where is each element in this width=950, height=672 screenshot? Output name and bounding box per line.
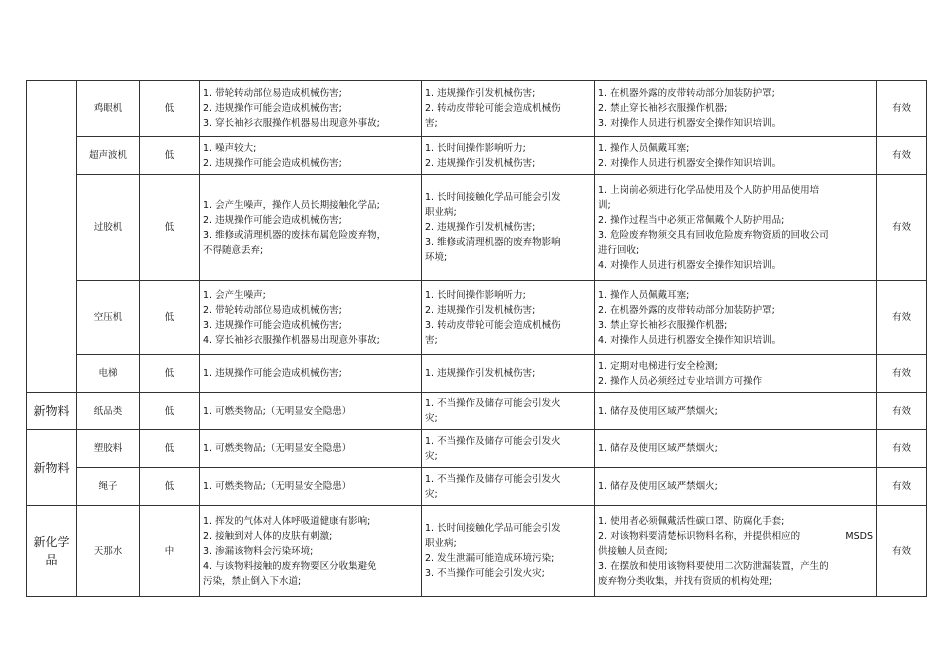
hazard-line: 1. 可燃类物品;（无明显安全隐患）	[203, 405, 352, 417]
control-cell	[595, 355, 877, 393]
hazard-line: 1. 带轮转动部位易造成机械伤害;	[203, 88, 342, 99]
risk-line: 1. 不当操作及储存可能会引发火	[425, 398, 561, 409]
risk-line: 2. 发生泄漏可能造成环境污染;	[425, 553, 555, 564]
table-row	[27, 506, 927, 597]
hazard-line: 1. 会产生噪声;	[203, 289, 266, 301]
risk-line: 1. 违规操作引发机械伤害;	[425, 88, 536, 99]
item-cell: 纸品类	[77, 393, 140, 430]
risk-line: 1. 长时间接触化学品可能会引发	[425, 523, 561, 534]
status-cell: 有效	[877, 468, 927, 506]
hazard-cell	[200, 506, 422, 597]
risk-cell	[422, 468, 595, 506]
risk-level-cell: 低	[140, 281, 200, 355]
hazard-cell	[200, 430, 422, 468]
msds-label: MSDS	[845, 530, 873, 542]
control-line: 1. 使用者必须佩戴活性碳口罩、防腐化手套;	[598, 515, 785, 527]
risk-line: 3. 转动皮带轮可能会造成机械伤	[425, 319, 561, 331]
control-cell	[595, 468, 877, 506]
control-line: 3. 禁止穿长袖衫衣服操作机器;	[598, 319, 728, 331]
risk-cell	[422, 137, 595, 175]
hazard-line: 1. 噪声较大;	[203, 142, 257, 154]
risk-line: 1. 长时间操作影响听力;	[425, 142, 526, 154]
hazard-line: 2. 违规操作可能会造成机械伤害;	[203, 157, 342, 169]
risk-line: 害;	[425, 334, 438, 346]
control-line: 2. 在机器外露的皮带转动部分加装防护罩;	[598, 304, 775, 316]
control-line: 2. 操作过程当中必须正常佩戴个人防护用品;	[598, 214, 785, 226]
risk-line: 灾;	[425, 488, 438, 500]
hazard-line: 3. 维修或清理机器的废抹布属危险废弃物，	[203, 229, 387, 241]
control-cell	[595, 506, 877, 597]
hazard-line: 不得随意丢弃;	[203, 244, 264, 256]
hazard-line: 4. 穿长袖衫衣服操作机器易出现意外事故;	[203, 334, 380, 346]
category-cell: 新物料	[27, 430, 77, 506]
hazard-line: 1. 可燃类物品;（无明显安全隐患）	[203, 443, 352, 454]
control-line: 1. 操作人员佩戴耳塞;	[598, 289, 690, 301]
risk-line: 3. 不当操作可能会引发火灾;	[425, 568, 545, 579]
risk-level-cell: 低	[140, 430, 200, 468]
control-line: 2. 操作人员必须经过专业培训方可操作	[598, 375, 763, 387]
status-cell: 有效	[877, 281, 927, 355]
risk-line: 灾;	[425, 450, 438, 462]
hazard-cell	[200, 393, 422, 430]
category-cell: 新化学品	[27, 506, 77, 597]
risk-cell	[422, 81, 595, 137]
risk-level-cell: 低	[140, 81, 200, 137]
hazard-line: 2. 违规操作可能会造成机械伤害;	[203, 103, 342, 114]
control-line: 4. 对操作人员进行机器安全操作知识培训。	[598, 259, 782, 271]
status-cell: 有效	[877, 81, 927, 137]
risk-cell	[422, 430, 595, 468]
item-cell: 天那水	[77, 506, 140, 597]
hazard-cell	[200, 355, 422, 393]
table-row	[27, 430, 927, 468]
control-cell	[595, 281, 877, 355]
hazard-line: 3. 渗漏该物料会污染环境;	[203, 545, 314, 557]
control-line: 2. 对操作人员进行机器安全操作知识培训。	[598, 157, 782, 169]
risk-line: 职业病;	[425, 207, 457, 218]
hazard-line: 1. 挥发的气体对人体呼吸道健康有影响;	[203, 515, 371, 527]
risk-level-cell: 低	[140, 137, 200, 175]
table-row	[27, 281, 927, 355]
category-cell-blank	[27, 81, 77, 393]
risk-line: 1. 不当操作及储存可能会引发火	[425, 435, 561, 447]
hazard-line: 3. 穿长袖衫衣服操作机器易出现意外事故;	[203, 118, 380, 129]
risk-cell	[422, 281, 595, 355]
control-line: 3. 在摆放和使用该物料要使用二次防泄漏装置，产生的	[598, 560, 829, 572]
hazard-cell	[200, 175, 422, 281]
hazard-line: 3. 违规操作可能会造成机械伤害;	[203, 319, 342, 331]
control-line: 1. 定期对电梯进行安全检测;	[598, 360, 718, 372]
item-cell: 绳子	[77, 468, 140, 506]
hazard-line: 1. 违规操作可能会造成机械伤害;	[203, 368, 342, 379]
risk-line: 2. 转动皮带轮可能会造成机械伤	[425, 103, 561, 114]
control-cell	[595, 137, 877, 175]
status-cell: 有效	[877, 355, 927, 393]
control-line: 3. 危险废弃物须交具有回收危险废弃物资质的回收公司	[598, 229, 829, 241]
hazard-line: 4. 与该物料接触的废弃物要区分收集避免	[203, 560, 377, 572]
risk-line: 1. 不当操作及储存可能会引发火	[425, 473, 561, 485]
status-cell: 有效	[877, 393, 927, 430]
control-line: 1. 储存及使用区域严禁烟火;	[598, 443, 718, 454]
control-cell	[595, 393, 877, 430]
hazard-cell	[200, 468, 422, 506]
status-cell: 有效	[877, 506, 927, 597]
item-cell: 电梯	[77, 355, 140, 393]
control-cell	[595, 430, 877, 468]
control-line: 1. 操作人员佩戴耳塞;	[598, 142, 690, 154]
control-line: 3. 对操作人员进行机器安全操作知识培训。	[598, 118, 782, 129]
risk-cell	[422, 506, 595, 597]
hazard-cell	[200, 137, 422, 175]
category-cell: 新物料	[27, 393, 77, 430]
hazard-line: 1. 会产生噪声，操作人员长期接触化学品;	[203, 199, 380, 211]
table-row	[27, 393, 927, 430]
hazard-line: 2. 接触到对人体的皮肤有刺激;	[203, 530, 333, 542]
item-cell: 塑胶料	[77, 430, 140, 468]
control-line: 1. 储存及使用区域严禁烟火;	[598, 481, 718, 492]
item-cell: 空压机	[77, 281, 140, 355]
risk-line: 3. 维修或清理机器的废弃物影响	[425, 237, 561, 248]
risk-line: 2. 违规操作引发机械伤害;	[425, 304, 536, 316]
control-line: 供接触人员查阅;	[598, 545, 668, 557]
risk-level-cell: 低	[140, 393, 200, 430]
risk-line: 2. 违规操作引发机械伤害;	[425, 157, 536, 169]
risk-level-cell: 低	[140, 355, 200, 393]
risk-line: 职业病;	[425, 538, 457, 549]
control-line: 1. 上岗前必须进行化学品使用及个人防护用品使用培	[598, 184, 820, 196]
control-line: 2. 禁止穿长袖衫衣服操作机器;	[598, 103, 728, 114]
table-row	[27, 355, 927, 393]
risk-level-cell: 低	[140, 175, 200, 281]
hazard-line: 污染，禁止倒入下水道;	[203, 575, 302, 587]
risk-line: 1. 长时间操作影响听力;	[425, 289, 526, 301]
control-cell	[595, 81, 877, 137]
table-row	[27, 137, 927, 175]
item-cell: 过胶机	[77, 175, 140, 281]
risk-line: 1. 长时间接触化学品可能会引发	[425, 192, 561, 203]
hazard-cell	[200, 81, 422, 137]
risk-cell	[422, 175, 595, 281]
hazard-line: 1. 可燃类物品;（无明显安全隐患）	[203, 481, 352, 492]
risk-level-cell: 中	[140, 506, 200, 597]
control-line: 废弃物分类收集，并找有资质的机构处理;	[598, 575, 773, 587]
hazard-table	[26, 80, 927, 597]
table-row	[27, 175, 927, 281]
status-cell: 有效	[877, 430, 927, 468]
risk-cell	[422, 355, 595, 393]
risk-line: 2. 违规操作引发机械伤害;	[425, 222, 536, 233]
table-row	[27, 81, 927, 137]
risk-line: 害;	[425, 118, 438, 129]
item-cell: 鸡眼机	[77, 81, 140, 137]
control-line: 1. 在机器外露的皮带转动部分加装防护罩;	[598, 88, 775, 99]
control-line: 进行回收;	[598, 244, 640, 256]
hazard-cell	[200, 281, 422, 355]
control-cell	[595, 175, 877, 281]
risk-line: 环境;	[425, 252, 448, 263]
item-cell: 超声波机	[77, 137, 140, 175]
hazard-line: 2. 带轮转动部位易造成机械伤害;	[203, 304, 342, 316]
control-line: 4. 对操作人员进行机器安全操作知识培训。	[598, 334, 782, 346]
status-cell: 有效	[877, 175, 927, 281]
control-line-text: 2. 对该物料要清楚标识物料名称，并提供相应的	[598, 530, 801, 542]
status-cell: 有效	[877, 137, 927, 175]
table-row	[27, 468, 927, 506]
risk-level-cell: 低	[140, 468, 200, 506]
hazard-line: 2. 违规操作可能会造成机械伤害;	[203, 214, 342, 226]
risk-line: 灾;	[425, 413, 438, 424]
risk-line: 1. 违规操作引发机械伤害;	[425, 368, 536, 379]
risk-cell	[422, 393, 595, 430]
control-line: 1. 储存及使用区域严禁烟火;	[598, 405, 718, 417]
control-line: 训;	[598, 199, 611, 211]
control-line	[598, 529, 873, 544]
